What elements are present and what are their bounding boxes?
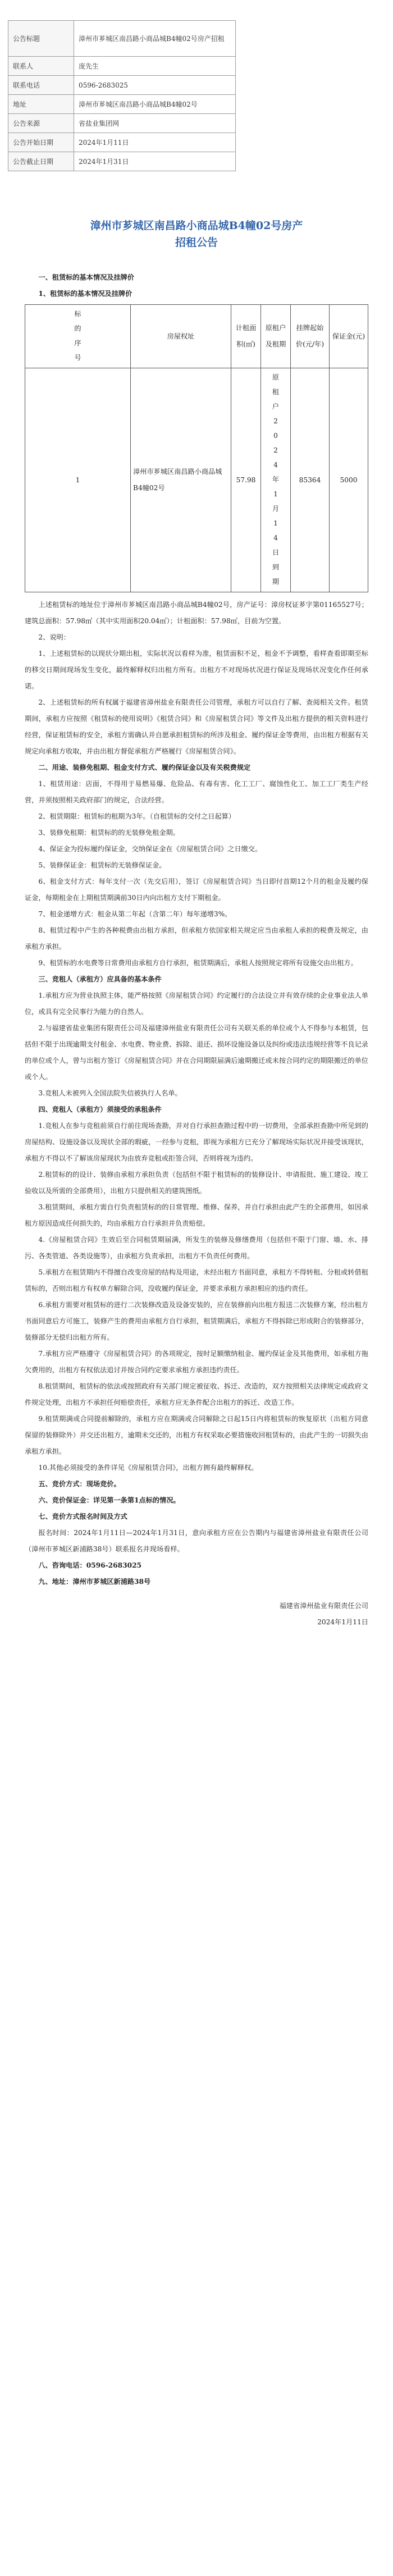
info-row-source bbox=[8, 114, 236, 133]
cell-deposit: 5000 bbox=[330, 368, 368, 592]
info-value: 省盐业集团网 bbox=[74, 114, 236, 133]
info-label: 联系人 bbox=[8, 57, 74, 76]
info-label: 公告来源 bbox=[8, 114, 74, 133]
cell-area: 57.98 bbox=[231, 368, 261, 592]
section-heading: 七、竞价方式报名时间及方式 bbox=[38, 1513, 127, 1520]
paragraph: 2、租赁期限：租赁标的租期为3年。（自租赁标的交付之日起算） bbox=[38, 812, 236, 820]
col-header: 计租面积(㎡) bbox=[231, 305, 261, 368]
cell-address: 漳州市芗城区南昌路小商品城B4幢02号 bbox=[131, 368, 231, 592]
contact-address: 九、地址：漳州市芗城区新浦路38号 bbox=[38, 1578, 151, 1586]
info-row-phone bbox=[8, 76, 236, 95]
paragraph: 2.租赁标的的设计、装修由承租方承担负责（包括但不限于租赁标的的装修设计、申请报批、施工建设、竣工验收以及所需的全部费用），出租方只提供相关的建筑图纸。 bbox=[25, 1171, 368, 1195]
paragraph: 1.承租方应为营业执照主体，能严格按照《房屋租赁合同》约定履行的合法设立并有效存续的企业事业法人单位，或具有完全民事行为能力的自然人。 bbox=[25, 992, 368, 1016]
paragraph: 1、上述租赁标的以现状分期出租，实际状况以看样为准，租赁面积不足，租金不予调整，看样查看即期至标的移交日期间现场发生变化，最终解释权归出租方所有。出租方不对现场状况进行保证及现场状况变化作任何承诺。 bbox=[25, 650, 368, 690]
paragraph: 9、租赁标的水电费等日常费用由承租方自行承担，租赁期满后，承租人按照规定将所有设施交由出租方。 bbox=[38, 959, 358, 967]
property-table bbox=[25, 304, 368, 592]
paragraph: 2、说明： bbox=[38, 633, 70, 641]
signature-date: 2024年1月11日 bbox=[317, 1618, 368, 1626]
paragraph: 8.租赁期间，租赁标的依法或按照政府有关部门规定被征收、拆迁、改造的，双方按照相关法律规定或政府文件规定处理，出租方不承担任何赔偿责任，承租方应无条件配合出租方的拆迁、改造工作。 bbox=[25, 1382, 368, 1406]
sec4-paragraphs bbox=[25, 1118, 368, 1476]
cell-price: 85364 bbox=[291, 368, 330, 592]
section-heading: 四、竞租人（承租方）须接受的承租条件 bbox=[38, 1106, 162, 1113]
col-header: 挂牌起始价(元/年) bbox=[291, 305, 330, 368]
info-label: 公告标题 bbox=[8, 21, 74, 57]
col-header: 原租户及租期 bbox=[261, 305, 291, 368]
col-header: 标的序号 bbox=[25, 305, 131, 368]
section-heading: 五、竞价方式：现场竞价。 bbox=[38, 1480, 121, 1488]
paragraph: 9.租赁期满或合同提前解除的，承租方应在期满或合同解除之日起15日内将租赁标的恢复原状（出租方同意保留的装修除外）并交还出租方，逾期未交还的，出租方有权采取必要措施收回租赁标的，由此产生的一切损失由承租方承担。 bbox=[25, 1415, 368, 1455]
title-line-1: 漳州市芗城区南昌路小商品城B4幢02号房产 bbox=[90, 220, 303, 232]
signature-company: 福建省漳州盐业有限责任公司 bbox=[279, 1602, 368, 1610]
paragraph: 报名时间：2024年1月11日—2024年1月31日，意向承租方应在公告期内与福建省漳州盐业有限责任公司（漳州市芗城区新浦路38号）联系报名并现场看样。 bbox=[25, 1529, 368, 1553]
info-row-end-date bbox=[8, 152, 236, 171]
paragraph: 4、保证金为投标履约保证金，交纳保证金在《房屋租赁合同》之日缴交。 bbox=[38, 845, 262, 853]
info-value: 0596-2683025 bbox=[74, 76, 236, 95]
paragraph: 2.与福建省盐业集团有限责任公司及福建漳州盐业有限责任公司有关联关系的单位或个人不得参与本租赁，包括但不限于出现逾期支付租金、水电费、物业费、拆除、退还、损坏设施设备以及纠纷或违法违规经营等不良记录的单位或个人，曾与出租方签订《房屋租赁合同》并在合同期限届满后逾期搬迁或未按合同约定的期限搬迁的单位或个人。 bbox=[25, 1024, 368, 1081]
col-header: 保证金(元) bbox=[330, 305, 368, 368]
section-heading: 三、竞租人（承租方）应具备的基本条件 bbox=[38, 975, 162, 983]
section-heading: 一、租赁标的基本情况及挂牌价 bbox=[38, 273, 135, 281]
info-label: 公告开始日期 bbox=[8, 133, 74, 152]
sec7-paragraphs bbox=[25, 1525, 368, 1558]
paragraph: 1.竞租人在参与竞租前须自行前往现场查勘，并对自行承担查勘过程中的一切费用，全部承担查勘中所见到的房屋结构、设施设备以及现状全部的瑕疵，一经参与竞租，即视为承租方已充分了解现场实际状况并接受该现状，承租方不得以不了解该房屋现状为由放弃竞租或拒签合同，否则将视为违约。 bbox=[25, 1122, 368, 1162]
info-label: 公告截止日期 bbox=[8, 152, 74, 171]
section-heading: 六、竞价保证金：详见第一条第1点标的情况。 bbox=[38, 1496, 180, 1504]
signature-block bbox=[25, 1598, 368, 1630]
paragraph: 10.其他必须接受的条件详见《房屋租赁合同》，出租方拥有最终解释权。 bbox=[38, 1464, 258, 1472]
info-value: 庞先生 bbox=[74, 57, 236, 76]
info-row-title bbox=[8, 21, 236, 57]
paragraph: 6、租金支付方式：每年支付一次（先交后用），签订《房屋租赁合同》当日即付首期12个月的租金及履约保证金，每期租金在上期租赁期满前30日内向出租方支付下期租金。 bbox=[25, 878, 368, 902]
cell-tenant: 原租户2024年1月14日到期 bbox=[261, 368, 291, 592]
info-row-start-date bbox=[8, 133, 236, 152]
section-subheading: 1、租赁标的基本情况及挂牌价 bbox=[38, 290, 132, 298]
paragraph: 7.承租方应严格遵守《房屋租赁合同》的各项规定，按时足额缴纳租金、履约保证金及其他费用，如承租方拖欠费用的，出租方有权依法追讨并按合同约定要求承租方承担违约责任。 bbox=[25, 1350, 368, 1374]
sec1-paragraphs bbox=[25, 597, 368, 760]
title-line-2: 招租公告 bbox=[175, 236, 218, 249]
info-label: 地址 bbox=[8, 95, 74, 114]
paragraph: 6.承租方需要对租赁标的进行二次装修改造及设备安装的，应在装修前向出租方报送二次装修方案，经出租方书面同意后方可施工，装修产生的费用由承租方自行承担，租赁期满后，承租方不得拆除已形成附合的装修部分，装修部分无偿归出租方所有。 bbox=[25, 1301, 368, 1341]
sec3-paragraphs bbox=[25, 988, 368, 1102]
info-row-contact bbox=[8, 57, 236, 76]
paragraph: 7、租金递增方式：租金从第二年起（含第二年）每年递增3%。 bbox=[38, 910, 232, 918]
announcement-body bbox=[25, 270, 368, 1630]
paragraph: 3、装修免租期：租赁标的的无装修免租金期。 bbox=[38, 829, 180, 837]
contact-phone: 八、咨询电话：0596-2683025 bbox=[38, 1561, 142, 1569]
paragraph: 1、租赁用途：店面，不得用于易燃易爆、危险品、有毒有害、化工工厂、腐蚀性化工、加工工厂类生产经营，并须按照相关政府部门的规定，合法经营。 bbox=[25, 780, 368, 804]
sec2-paragraphs bbox=[25, 776, 368, 971]
cell-no: 1 bbox=[25, 368, 131, 592]
info-value: 漳州市芗城区南昌路小商品城B4幢02号 bbox=[74, 95, 236, 114]
info-row-address bbox=[8, 95, 236, 114]
section-heading: 二、用途、装修免租期、租金支付方式、履约保证金以及有关税费规定 bbox=[38, 764, 251, 771]
info-value: 2024年1月31日 bbox=[74, 152, 236, 171]
info-value: 漳州市芗城区南昌路小商品城B4幢02号房产招租 bbox=[74, 21, 236, 57]
info-label: 联系电话 bbox=[8, 76, 74, 95]
paragraph: 上述租赁标的地址位于漳州市芗城区南昌路小商品城B4幢02号，房产证号：漳房权证芗字第01165527号；建筑总面积：57.98㎡（其中实用面积20.04㎡）；计租面积：57.98㎡，目前为空置。 bbox=[25, 601, 368, 625]
paragraph: 3.竞租人未被列入全国法院失信被执行人名单。 bbox=[38, 1089, 182, 1097]
info-value: 2024年1月11日 bbox=[74, 133, 236, 152]
paragraph: 5、装修保证金：租赁标的无装修保证金。 bbox=[38, 861, 166, 869]
paragraph: 5.承租方在租赁期内不得擅自改变房屋的结构及用途，未经出租方书面同意，承租方不得转租、分租或转借租赁标的，否则出租方有权单方解除合同，没收履约保证金，并要求承租方承担相应的违约责任。 bbox=[25, 1268, 368, 1292]
paragraph: 4.《房屋租赁合同》生效后至合同租赁期届满，所发生的装修及修缮费用（包括但不限于门窗、墙、水、排污、各类管道、各类设施等），由承租方负责承担，出租方不负责任何费用。 bbox=[25, 1236, 368, 1260]
paragraph: 3.租赁期间，承租方需自行负责租赁标的的日常管理、维修、保养，并自行承担由此产生的全部费用，如因承租方原因造成任何损失的，均由承租方自行承担并负责赔偿。 bbox=[25, 1203, 368, 1227]
paragraph: 8、租赁过程中产生的各种税费由出租方承担，但承租方依国家相关规定应当由承租人承担的税费及规定，由承租方承担。 bbox=[25, 926, 368, 951]
announcement-title bbox=[0, 217, 393, 251]
info-table bbox=[8, 20, 236, 171]
paragraph: 2、上述租赁标的所有权属于福建省漳州盐业有限责任公司管理，承租方可以自行了解、查阅相关文件。租赁期间，承租方应按照《租赁标的使用说明》《租赁合同》和《房屋租赁合同》等文件及出租方提供的相关资料进行经营，保证租赁标的安全，承租方需确认并自愿承担租赁标的所涉及租金、履约保证金等费用，由出租方根据有关规定向承租方收取，并由出租方督促承租方严格履行《房屋租赁合同》。 bbox=[25, 698, 368, 755]
col-header: 房屋权址 bbox=[131, 305, 231, 368]
table-row bbox=[25, 368, 368, 592]
